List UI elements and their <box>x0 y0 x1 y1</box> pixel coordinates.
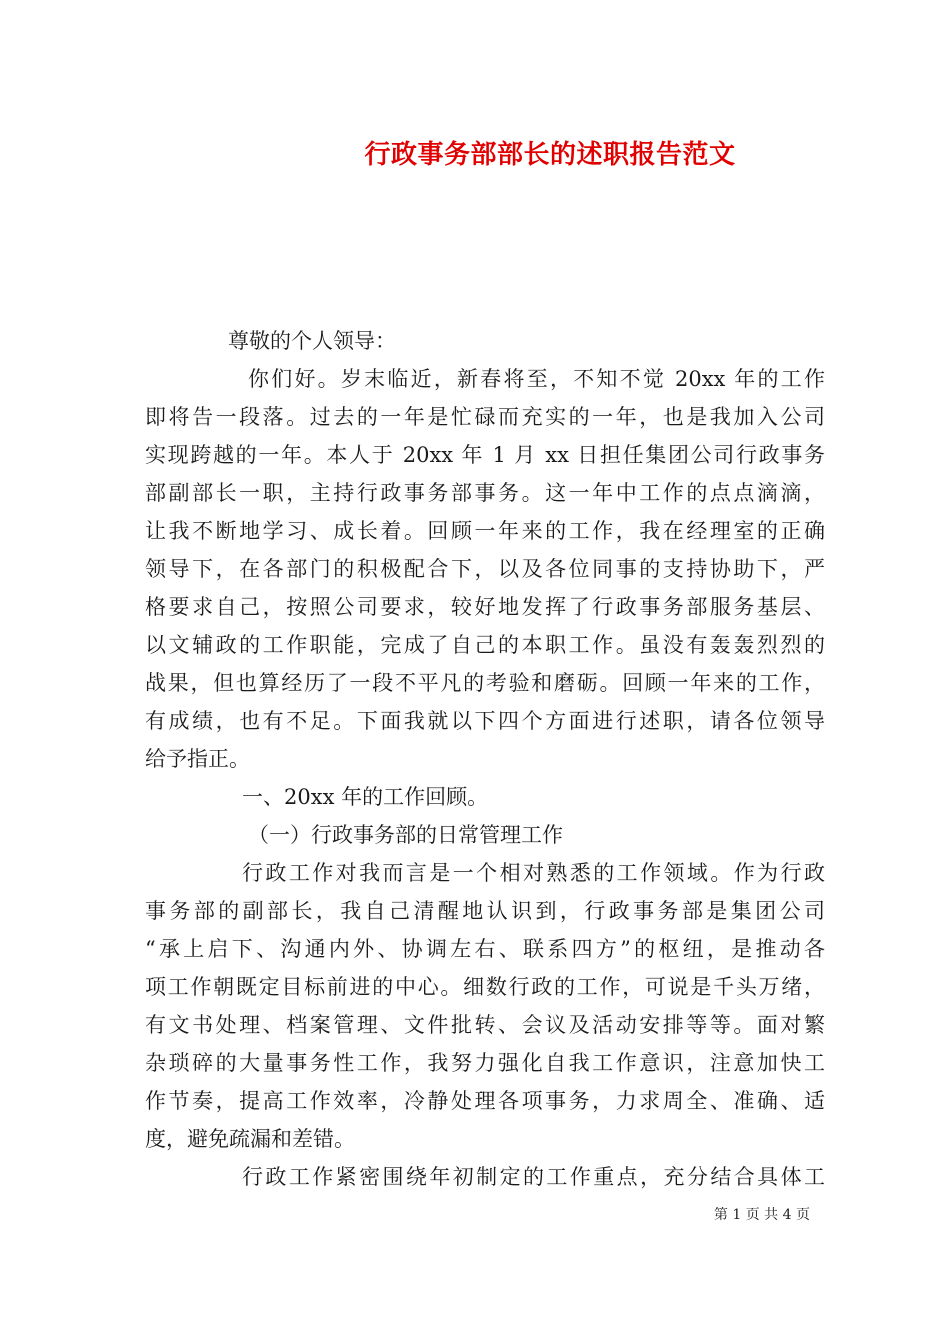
document-title: 行政事务部部长的述职报告范文 <box>364 140 736 170</box>
paragraph-1 <box>145 360 825 778</box>
document-body <box>145 322 825 1196</box>
paragraph-line: 度，避免疏漏和差错。 <box>145 1127 355 1151</box>
paragraph-line: 有文书处理、档案管理、文件批转、会议及活动安排等等。面对繁 <box>145 1013 825 1037</box>
paragraph-line: 有成绩，也有不足。下面我就以下四个方面进行述职，请各位领导 <box>145 709 825 733</box>
page-number: 第 1 页 共 4 页 <box>713 1207 810 1223</box>
paragraph-line: 实现跨越的一年。本人于 20xx 年 1 月 xx 日担任集团公司行政事务 <box>145 443 825 467</box>
paragraph-line: 格要求自己，按照公司要求，较好地发挥了行政事务部服务基层、 <box>145 595 825 619</box>
paragraph-line: 给予指正。 <box>145 747 250 771</box>
paragraph-line: 让我不断地学习、成长着。回顾一年来的工作，我在经理室的正确 <box>145 519 825 543</box>
paragraph-line: 战果，但也算经历了一段不平凡的考验和磨砺。回顾一年来的工作， <box>145 671 825 695</box>
paragraph-line: 领导下，在各部门的积极配合下，以及各位同事的支持协助下，严 <box>145 557 825 581</box>
paragraph-line: 项工作朝既定目标前进的中心。细数行政的工作，可说是千头万绪， <box>145 975 825 999</box>
paragraph-line: 事务部的副部长，我自己清醒地认识到，行政事务部是集团公司 <box>145 899 825 923</box>
paragraph-line: “承上启下、沟通内外、协调左右、联系四方”的枢纽，是推动各 <box>145 937 825 961</box>
paragraph-line: 即将告一段落。过去的一年是忙碌而充实的一年，也是我加入公司 <box>145 405 825 429</box>
section-subheading: （一）行政事务部的日常管理工作 <box>248 823 563 847</box>
paragraph-2 <box>145 854 825 1158</box>
salutation: 尊敬的个人领导： <box>228 329 396 353</box>
paragraph-3 <box>145 1158 825 1196</box>
paragraph-line: 你们好。岁末临近，新春将至，不知不觉 20xx 年的工作 <box>248 367 825 391</box>
paragraph-line: 行政工作紧密围绕年初制定的工作重点，充分结合具体工 <box>242 1165 825 1189</box>
section-heading: 一、20xx 年的工作回顾。 <box>242 785 489 809</box>
paragraph-line: 以文辅政的工作职能，完成了自己的本职工作。虽没有轰轰烈烈的 <box>145 633 825 657</box>
paragraph-line: 部副部长一职，主持行政事务部事务。这一年中工作的点点滴滴， <box>145 481 825 505</box>
paragraph-line: 行政工作对我而言是一个相对熟悉的工作领域。作为行政 <box>242 861 825 885</box>
paragraph-line: 杂琐碎的大量事务性工作，我努力强化自我工作意识，注意加快工 <box>145 1051 825 1075</box>
paragraph-line: 作节奏，提高工作效率，冷静处理各项事务，力求周全、准确、适 <box>145 1089 825 1113</box>
